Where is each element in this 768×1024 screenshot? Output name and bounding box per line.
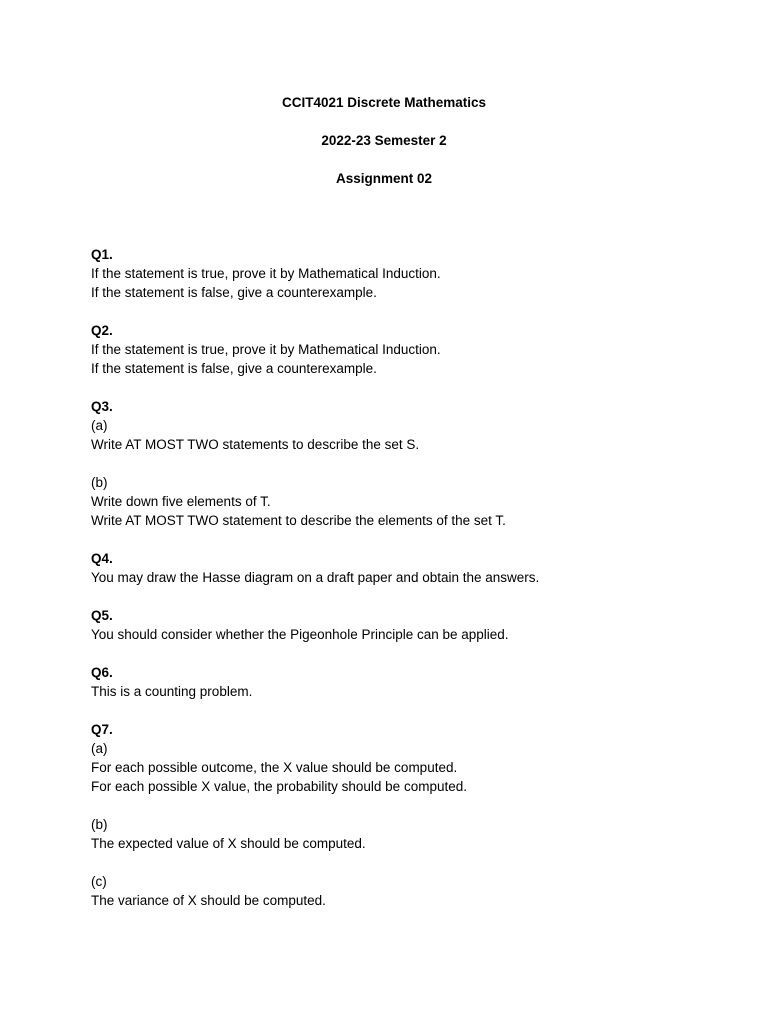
semester-title: 2022-23 Semester 2 — [321, 133, 447, 148]
assignment-title: Assignment 02 — [335, 171, 433, 186]
course-title: CCIT4021 Discrete Mathematics — [281, 95, 487, 110]
part-label: (a) — [91, 418, 108, 433]
question-2 — [91, 321, 731, 378]
question-title: Q5. — [91, 608, 113, 623]
question-line: You should consider whether the Pigeonhole Principle can be applied. — [91, 627, 509, 642]
question-7 — [91, 720, 731, 910]
question-line: For each possible outcome, the X value should be computed. — [91, 760, 458, 775]
question-line: If the statement is false, give a counterexample. — [91, 285, 377, 300]
question-line: If the statement is false, give a counterexample. — [91, 361, 377, 376]
question-line: For each possible X value, the probability should be computed. — [91, 779, 467, 794]
question-title: Q4. — [91, 551, 113, 566]
question-line: The variance of X should be computed. — [91, 893, 326, 908]
question-title: Q3. — [91, 399, 113, 414]
question-3 — [91, 397, 731, 530]
question-6 — [91, 663, 731, 701]
question-line: This is a counting problem. — [91, 684, 253, 699]
question-line: Write AT MOST TWO statements to describe the set S. — [91, 437, 420, 452]
question-line: Write down five elements of T. — [91, 494, 271, 509]
question-title: Q7. — [91, 722, 113, 737]
part-label: (a) — [91, 741, 108, 756]
question-title: Q2. — [91, 323, 113, 338]
question-line: You may draw the Hasse diagram on a draft paper and obtain the answers. — [91, 570, 540, 585]
question-1 — [91, 245, 731, 302]
question-line: If the statement is true, prove it by Mathematical Induction. — [91, 342, 441, 357]
part-label: (c) — [91, 874, 107, 889]
part-label: (b) — [91, 475, 108, 490]
question-line: The expected value of X should be computed. — [91, 836, 366, 851]
question-title: Q6. — [91, 665, 113, 680]
question-4 — [91, 549, 731, 587]
question-line: Write AT MOST TWO statement to describe the elements of the set T. — [91, 513, 506, 528]
part-label: (b) — [91, 817, 108, 832]
questions-list — [91, 245, 731, 929]
question-title: Q1. — [91, 247, 113, 262]
question-line: If the statement is true, prove it by Mathematical Induction. — [91, 266, 441, 281]
question-5 — [91, 606, 731, 644]
